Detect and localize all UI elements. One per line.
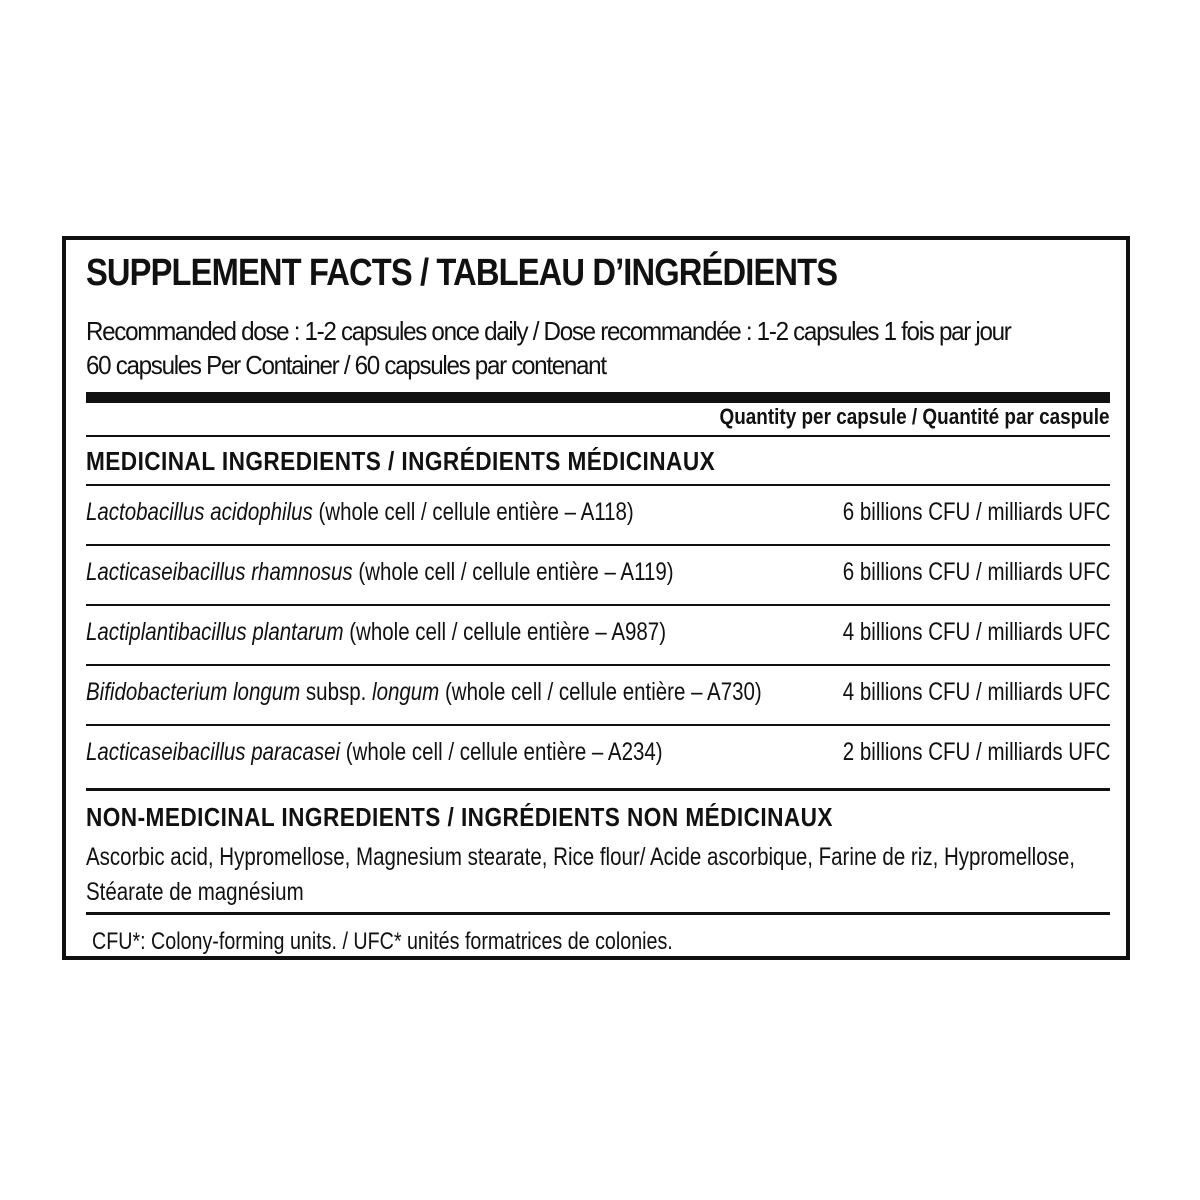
ingredient-name bbox=[86, 498, 634, 527]
ingredient-detail: (whole cell / cellule entière – A118) bbox=[312, 498, 634, 526]
ingredient-name bbox=[86, 678, 762, 707]
medicinal-section-end-divider bbox=[86, 788, 1110, 791]
ingredient-subspecies-marker: subsp. bbox=[300, 678, 373, 706]
ingredient-name bbox=[86, 618, 666, 647]
ingredient-species: Bifidobacterium longum bbox=[86, 678, 301, 706]
label-title: SUPPLEMENT FACTS / TABLEAU D’INGRÉDIENTS bbox=[86, 252, 838, 294]
ingredient-quantity: 4 billions CFU / milliards UFC bbox=[842, 618, 1110, 646]
ingredient-quantity: 4 billions CFU / milliards UFC bbox=[842, 678, 1110, 706]
ingredient-row bbox=[86, 546, 1110, 606]
supplement-facts-panel bbox=[62, 236, 1130, 960]
cfu-footnote: CFU*: Colony-forming units. / UFC* unités formatrices de colonies. bbox=[92, 928, 673, 955]
ingredient-row bbox=[86, 726, 1110, 786]
ingredient-quantity: 2 billions CFU / milliards UFC bbox=[842, 738, 1110, 766]
header-divider bbox=[86, 392, 1110, 403]
ingredient-row bbox=[86, 486, 1110, 546]
recommended-dose: Recommanded dose : 1-2 capsules once daily / Dose recommandée : 1-2 capsules 1 fois par jour bbox=[86, 316, 1011, 346]
ingredient-row bbox=[86, 606, 1110, 666]
ingredient-species: Lactobacillus acidophilus bbox=[86, 498, 313, 526]
ingredient-detail: (whole cell / cellule entière – A234) bbox=[340, 738, 663, 766]
footnote-divider bbox=[86, 912, 1110, 915]
ingredient-species: Lacticaseibacillus rhamnosus bbox=[86, 558, 353, 586]
ingredient-detail: (whole cell / cellule entière – A119) bbox=[352, 558, 674, 586]
ingredient-name bbox=[86, 558, 674, 587]
non-medicinal-ingredients-list: Ascorbic acid, Hypromellose, Magnesium stearate, Rice flour/ Acide ascorbique, Farine de riz, Hypromellose, Stéarate de magnésium bbox=[86, 843, 1075, 906]
ingredient-quantity: 6 billions CFU / milliards UFC bbox=[842, 498, 1110, 526]
ingredient-quantity: 6 billions CFU / milliards UFC bbox=[842, 558, 1110, 586]
ingredient-species: Lacticaseibacillus paracasei bbox=[86, 738, 341, 766]
non-medicinal-ingredients-heading: NON-MEDICINAL INGREDIENTS / INGRÉDIENTS NON MÉDICINAUX bbox=[86, 802, 833, 832]
ingredient-species: Lactiplantibacillus plantarum bbox=[86, 618, 344, 646]
quantity-column-header: Quantity per capsule / Quantité par caspule bbox=[719, 404, 1110, 429]
quantity-divider bbox=[86, 435, 1110, 437]
ingredient-detail: (whole cell / cellule entière – A730) bbox=[439, 678, 762, 706]
medicinal-ingredients-heading: MEDICINAL INGREDIENTS / INGRÉDIENTS MÉDICINAUX bbox=[86, 446, 716, 476]
ingredient-row bbox=[86, 666, 1110, 726]
ingredient-name bbox=[86, 738, 663, 767]
ingredient-detail: (whole cell / cellule entière – A987) bbox=[343, 618, 667, 646]
ingredient-subspecies: longum bbox=[372, 678, 440, 706]
capsules-per-container: 60 capsules Per Container / 60 capsules par contenant bbox=[86, 350, 606, 380]
